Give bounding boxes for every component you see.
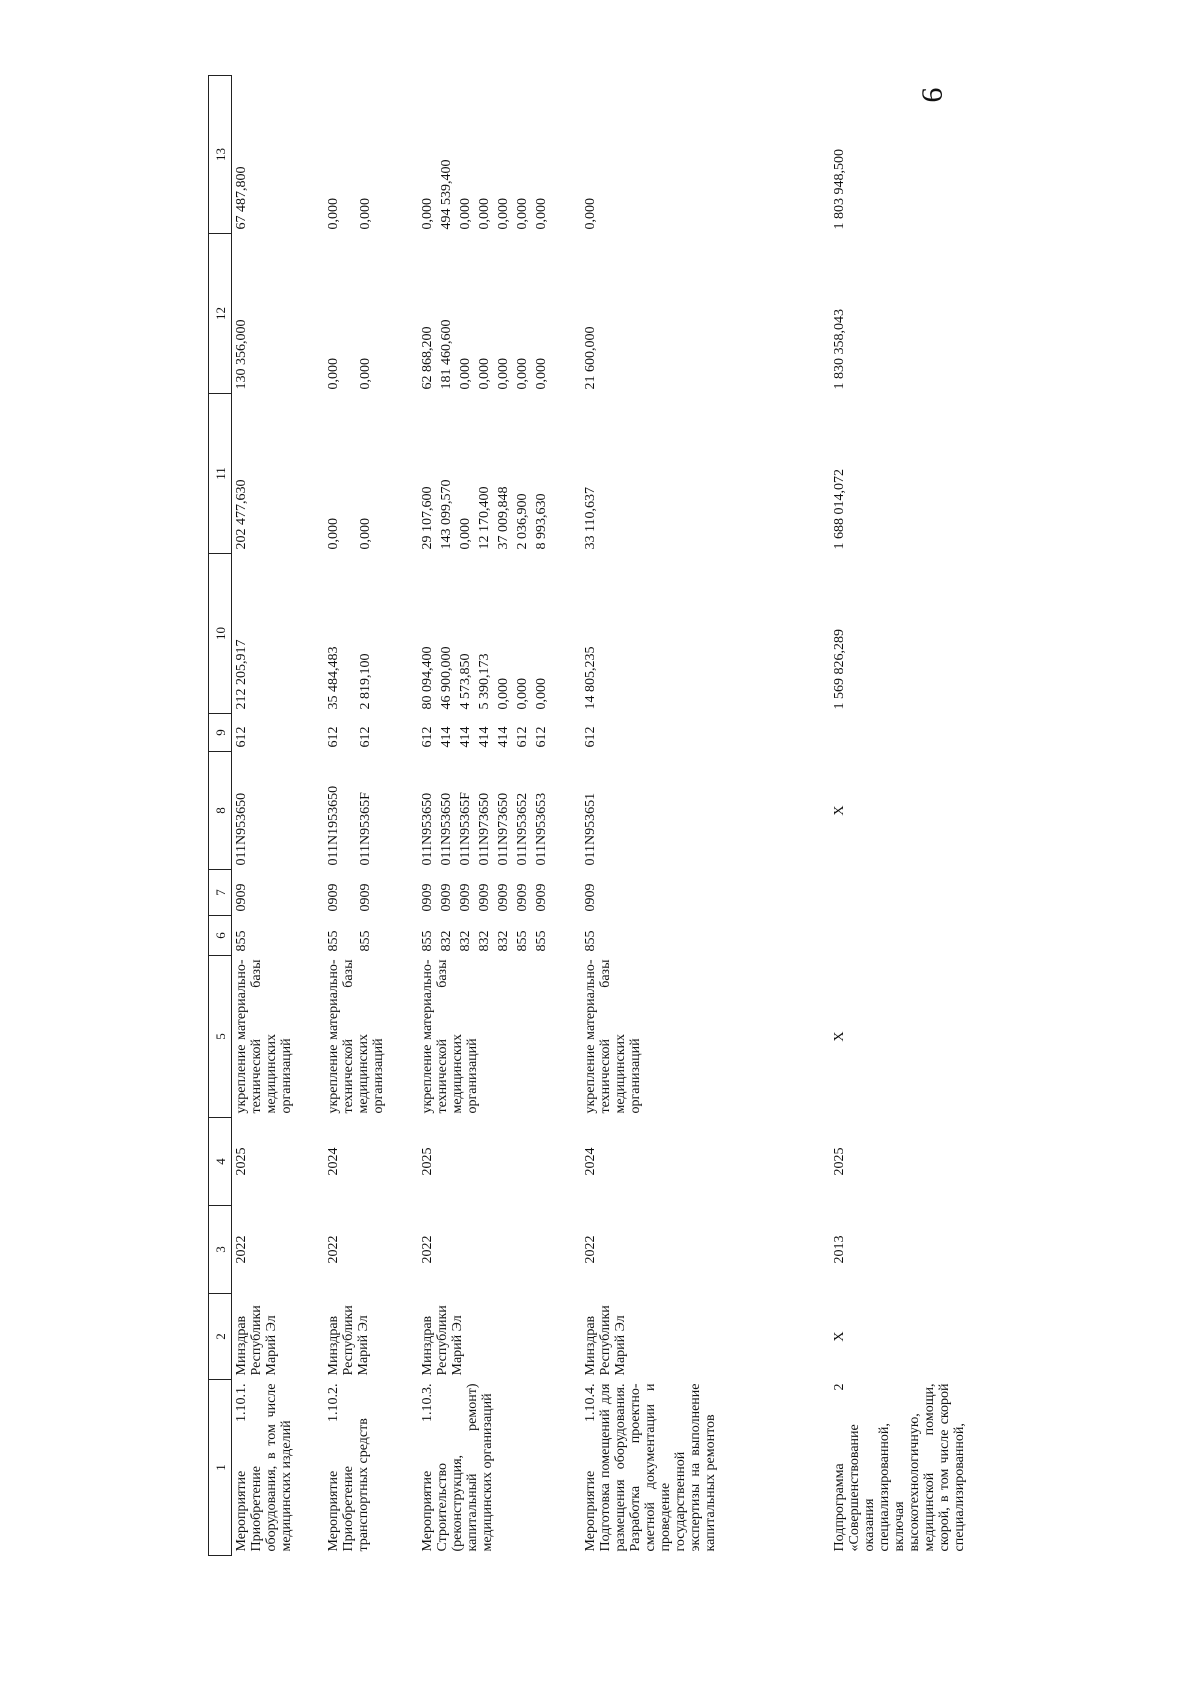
amount-cell: 67 487,800	[234, 166, 249, 230]
target-article-cell: 011N973650	[477, 792, 492, 866]
amount-cell: 0,000	[583, 198, 598, 230]
amount-cell: 0,000	[458, 198, 473, 230]
amount-cell: 0,000	[534, 678, 549, 710]
header-cell: 7	[209, 870, 232, 916]
row-spacer	[969, 76, 999, 1556]
executor-cell: X	[832, 1331, 847, 1342]
table-row	[418, 76, 437, 1556]
header-cell: 2	[209, 1294, 232, 1380]
amount-cell: 12 170,400	[477, 486, 492, 550]
amount-cell: 0,000	[515, 678, 530, 710]
grbs-code-cell: 855	[420, 930, 435, 952]
event-name-cell: Мероприятие 1.10.2. Приобретение транспортных средств	[326, 1383, 371, 1552]
table-row	[581, 76, 720, 1556]
target-article-cell: 011N953653	[534, 792, 549, 866]
spacer-cell	[551, 76, 581, 1556]
amount-cell: 130 356,000	[234, 319, 249, 390]
grbs-code-cell: 832	[458, 930, 473, 952]
amount-cell: 0,000	[534, 198, 549, 230]
amount-cell: 80 094,400	[420, 646, 435, 710]
amount-cell: 4 573,850	[458, 653, 473, 710]
event-name-cell: Мероприятие 1.10.4. Подготовка помещений для размещения оборудования. Разработка проектно-сметной документации и проведение государственной экспертизы на выполнение капитальных ремонтов	[583, 1383, 718, 1552]
section-code-cell	[830, 870, 969, 916]
result-cell: укрепление материально-технической базы медицинских организаций	[326, 959, 386, 1114]
grbs-code-cell: 832	[477, 930, 492, 952]
target-article-cell: 011N953650	[420, 792, 435, 866]
spacer-cell	[969, 76, 999, 1556]
amount-cell: 1 830 358,043	[832, 309, 847, 390]
event-name-cell: Мероприятие 1.10.3. Строительство (реконструкция, капитальный ремонт) медицинских организаций	[420, 1383, 495, 1552]
result-cell: укрепление материально-технической базы медицинских организаций	[234, 959, 294, 1114]
spacer-cell	[720, 76, 830, 1556]
event-name-cell: Подпрограмма 2 «Совершенствование оказания специализированной, включая высокотехнологичную, медицинской помощи, скорой, в том числе скорой специализированной,	[832, 1383, 967, 1552]
target-article-cell: 011N953652	[515, 792, 530, 866]
section-code-cell: 0909	[326, 883, 341, 912]
amount-cell: 181 460,600	[439, 319, 454, 390]
expense-type-cell: 612	[583, 726, 598, 748]
amount-cell: 0,000	[326, 518, 341, 550]
event-name-cell: Мероприятие 1.10.1. Приобретение оборудования, в том числе медицинских изделий	[234, 1383, 294, 1552]
row-spacer	[388, 76, 418, 1556]
amount-cell: 0,000	[420, 198, 435, 230]
table-row	[830, 76, 969, 1556]
amount-cell: 14 805,235	[583, 646, 598, 710]
header-cell: 5	[209, 956, 232, 1118]
grbs-code-cell: 855	[234, 930, 249, 952]
amount-cell: 2 036,900	[515, 493, 530, 550]
amount-cell: 0,000	[326, 198, 341, 230]
grbs-code-cell: 832	[496, 930, 511, 952]
executor-cell: Минздрав Республики Марий Эл	[234, 1305, 279, 1376]
header-cell: 1	[209, 1380, 232, 1556]
row-spacer	[720, 76, 830, 1556]
section-code-cell: 0909	[234, 883, 249, 912]
section-code-cell: 0909	[358, 883, 373, 912]
row-spacer	[296, 76, 324, 1556]
grbs-code-cell: 855	[326, 930, 341, 952]
header-cell: 10	[209, 554, 232, 714]
expense-type-cell: 612	[358, 726, 373, 748]
header-cell: 9	[209, 714, 232, 752]
header-cell: 13	[209, 76, 232, 234]
result-cell: укрепление материально-технической базы медицинских организаций	[583, 959, 643, 1114]
section-code-cell: 0909	[420, 883, 435, 912]
amount-cell: 0,000	[515, 358, 530, 390]
section-code-cell: 0909	[515, 883, 530, 912]
rotated-table-content	[208, 76, 1078, 1556]
target-article-cell: X	[832, 805, 847, 816]
table-row	[232, 76, 297, 1556]
executor-cell: Минздрав Республики Марий Эл	[326, 1305, 371, 1376]
table-body	[209, 76, 1000, 1556]
section-code-cell: 0909	[477, 883, 492, 912]
amount-cell: 33 110,637	[583, 487, 598, 550]
amount-cell: 0,000	[477, 358, 492, 390]
target-article-cell: 011N953650	[439, 792, 454, 866]
amount-cell: 1 569 826,289	[832, 629, 847, 710]
header-cell: 6	[209, 916, 232, 956]
table-row	[324, 76, 356, 1556]
amount-cell: 494 539,400	[439, 159, 454, 230]
amount-cell: 0,000	[358, 358, 373, 390]
start-year-cell: 2022	[326, 1235, 341, 1264]
amount-cell: 0,000	[515, 198, 530, 230]
expense-type-cell: 612	[234, 726, 249, 748]
amount-cell: 0,000	[326, 358, 341, 390]
amount-cell: 143 099,570	[439, 479, 454, 550]
expense-type-cell: 414	[439, 726, 454, 748]
amount-cell: 0,000	[458, 518, 473, 550]
result-cell: X	[832, 1031, 847, 1042]
header-row	[209, 76, 232, 1556]
amount-cell: 212 205,917	[234, 639, 249, 710]
row-spacer	[551, 76, 581, 1556]
amount-cell: 21 600,000	[583, 326, 598, 390]
expense-type-cell	[830, 714, 969, 752]
grbs-code-cell: 855	[583, 930, 598, 952]
expense-type-cell: 414	[458, 726, 473, 748]
amount-cell: 0,000	[458, 358, 473, 390]
amount-cell: 8 993,630	[534, 493, 549, 550]
expense-type-cell: 612	[515, 726, 530, 748]
grbs-code-cell: 832	[439, 930, 454, 952]
amount-cell: 0,000	[496, 198, 511, 230]
header-cell: 4	[209, 1118, 232, 1206]
grbs-code-cell: 855	[534, 930, 549, 952]
expense-type-cell: 612	[420, 726, 435, 748]
start-year-cell: 2022	[420, 1235, 435, 1264]
amount-cell: 202 477,630	[234, 479, 249, 550]
expense-type-cell: 612	[326, 726, 341, 748]
amount-cell: 62 868,200	[420, 326, 435, 390]
amount-cell: 0,000	[477, 198, 492, 230]
grbs-code-cell: 855	[358, 930, 373, 952]
end-year-cell: 2025	[832, 1147, 847, 1176]
amount-cell: 29 107,600	[420, 486, 435, 550]
amount-cell: 37 009,848	[496, 486, 511, 550]
expense-type-cell: 612	[534, 726, 549, 748]
amount-cell: 0,000	[358, 198, 373, 230]
target-article-cell: 011N1953650	[326, 785, 341, 866]
section-code-cell: 0909	[458, 883, 473, 912]
grbs-code-cell	[830, 916, 969, 956]
executor-cell: Минздрав Республики Марий Эл	[583, 1305, 628, 1376]
spacer-cell	[296, 76, 324, 1556]
amount-cell: 0,000	[534, 358, 549, 390]
section-code-cell: 0909	[496, 883, 511, 912]
end-year-cell: 2025	[234, 1147, 249, 1176]
result-cell: укрепление материально-технической базы медицинских организаций	[420, 959, 480, 1114]
target-article-cell: 011N953651	[583, 792, 598, 866]
amount-cell: 5 390,173	[477, 653, 492, 710]
start-year-cell: 2013	[832, 1235, 847, 1264]
spacer-cell	[388, 76, 418, 1556]
expense-type-cell: 414	[496, 726, 511, 748]
section-code-cell: 0909	[583, 883, 598, 912]
target-article-cell: 011N95365F	[358, 792, 373, 866]
executor-cell: Минздрав Республики Марий Эл	[420, 1305, 465, 1376]
page-number: 9	[915, 87, 949, 103]
grbs-code-cell: 855	[515, 930, 530, 952]
amount-cell: 46 900,000	[439, 646, 454, 710]
end-year-cell: 2024	[583, 1147, 598, 1176]
target-article-cell: 011N953650	[234, 792, 249, 866]
amount-cell: 35 484,483	[326, 646, 341, 710]
start-year-cell: 2022	[234, 1235, 249, 1264]
amount-cell: 2 819,100	[358, 653, 373, 710]
end-year-cell: 2024	[326, 1147, 341, 1176]
header-cell: 11	[209, 394, 232, 554]
end-year-cell: 2025	[420, 1147, 435, 1176]
header-cell: 3	[209, 1206, 232, 1294]
expense-type-cell: 414	[477, 726, 492, 748]
section-code-cell: 0909	[439, 883, 454, 912]
target-article-cell: 011N973650	[496, 792, 511, 866]
target-article-cell: 011N95365F	[458, 792, 473, 866]
header-cell: 8	[209, 752, 232, 870]
start-year-cell: 2022	[583, 1235, 598, 1264]
amount-cell: 1 688 014,072	[832, 469, 847, 550]
section-code-cell: 0909	[534, 883, 549, 912]
amount-cell: 0,000	[496, 358, 511, 390]
header-cell: 12	[209, 234, 232, 394]
amount-cell: 1 803 948,500	[832, 149, 847, 230]
amount-cell: 0,000	[496, 678, 511, 710]
amount-cell: 0,000	[358, 518, 373, 550]
budget-table	[208, 75, 999, 1556]
